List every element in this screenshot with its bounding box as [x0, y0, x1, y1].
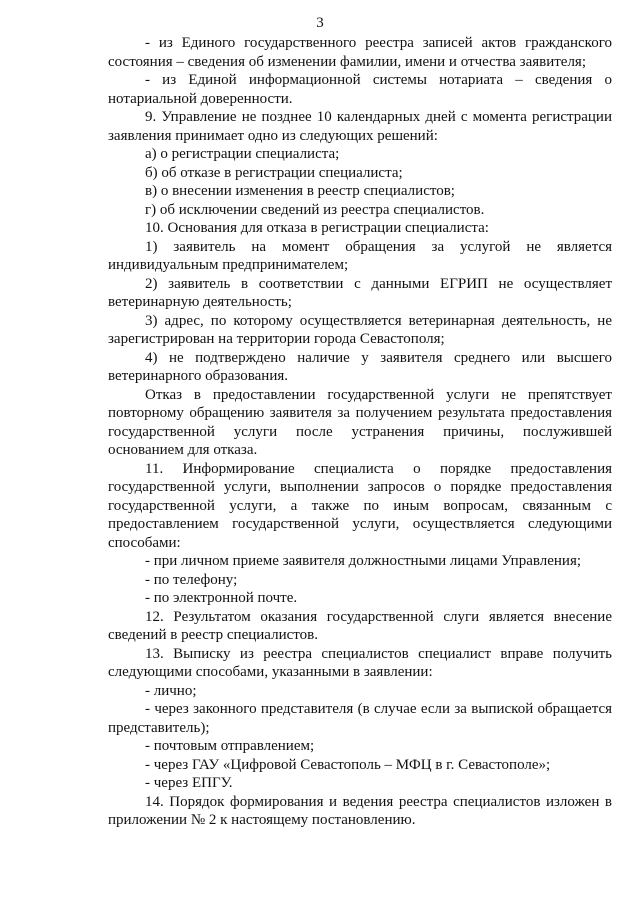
paragraph-item-11: 11. Информирование специалиста о порядке предоставления государственной услуги, выполнении запросов о порядке предоставления государственной услуги, а также по иным вопросам, связанным с предоставлением государственной услуги, осуществляется следующими способами: — [108, 460, 612, 551]
paragraph-item-12: 12. Результатом оказания государственной слуги является внесение сведений в реестр специалистов. — [108, 608, 612, 643]
list-item-13-mail: - почтовым отправлением; — [145, 738, 315, 754]
paragraph-refusal: Отказ в предоставлении государственной услуги не препятствует повторному обращению заявителя за получением результата предоставления государственной услуги после устранения причины, послужившей основанием для отказа. — [108, 386, 612, 458]
paragraph-notary-system: - из Единой информационной системы нотариата – сведения о нотариальной доверенности. — [108, 72, 612, 107]
list-item-11-email: - по электронной почте. — [145, 590, 298, 606]
list-item-10-4: 4) не подтверждено наличие у заявителя среднего или высшего ветеринарного образования. — [108, 349, 612, 384]
list-item-9b: б) об отказе в регистрации специалиста; — [145, 164, 403, 181]
list-item-9a: а) о регистрации специалиста; — [145, 146, 340, 162]
paragraph-item-10: 10. Основания для отказа в регистрации специалиста: — [145, 220, 489, 236]
list-item-13-personal: - лично; — [145, 682, 197, 699]
list-item-13-representative: - через законного представителя (в случае если за выпиской обращается представитель); — [108, 701, 612, 736]
list-item-10-2: 2) заявитель в соответствии с данными ЕГРИП не осуществляет ветеринарную деятельность; — [108, 275, 612, 310]
page-number: 3 — [316, 15, 324, 31]
list-item-13-epgu: - через ЕПГУ. — [145, 775, 233, 791]
list-item-9c: в) о внесении изменения в реестр специалистов; — [145, 183, 455, 199]
list-item-11-phone: - по телефону; — [145, 571, 238, 588]
paragraph-civil-registry: - из Единого государственного реестра записей актов гражданского состояния – сведения об изменении фамилии, имени и отчества заявителя; — [108, 35, 612, 70]
document-body — [108, 34, 612, 830]
list-item-13-mfc: - через ГАУ «Цифровой Севастополь – МФЦ в г. Севастополе»; — [145, 756, 551, 773]
paragraph-item-13: 13. Выписку из реестра специалистов специалист вправе получить следующими способами, указанными в заявлении: — [108, 645, 612, 680]
list-item-10-3: 3) адрес, по которому осуществляется ветеринарная деятельность, не зарегистрирован на территории города Севастополя; — [108, 312, 612, 347]
paragraph-item-14: 14. Порядок формирования и ведения реестра специалистов изложен в приложении № 2 к настоящему постановлению. — [108, 793, 612, 828]
paragraph-item-9: 9. Управление не позднее 10 календарных дней с момента регистрации заявления принимает одно из следующих решений: — [108, 109, 612, 144]
list-item-10-1: 1) заявитель на момент обращения за услугой не является индивидуальным предпринимателем; — [108, 238, 612, 273]
list-item-9d: г) об исключении сведений из реестра специалистов. — [145, 201, 485, 218]
list-item-11-personal: - при личном приеме заявителя должностными лицами Управления; — [145, 553, 582, 569]
